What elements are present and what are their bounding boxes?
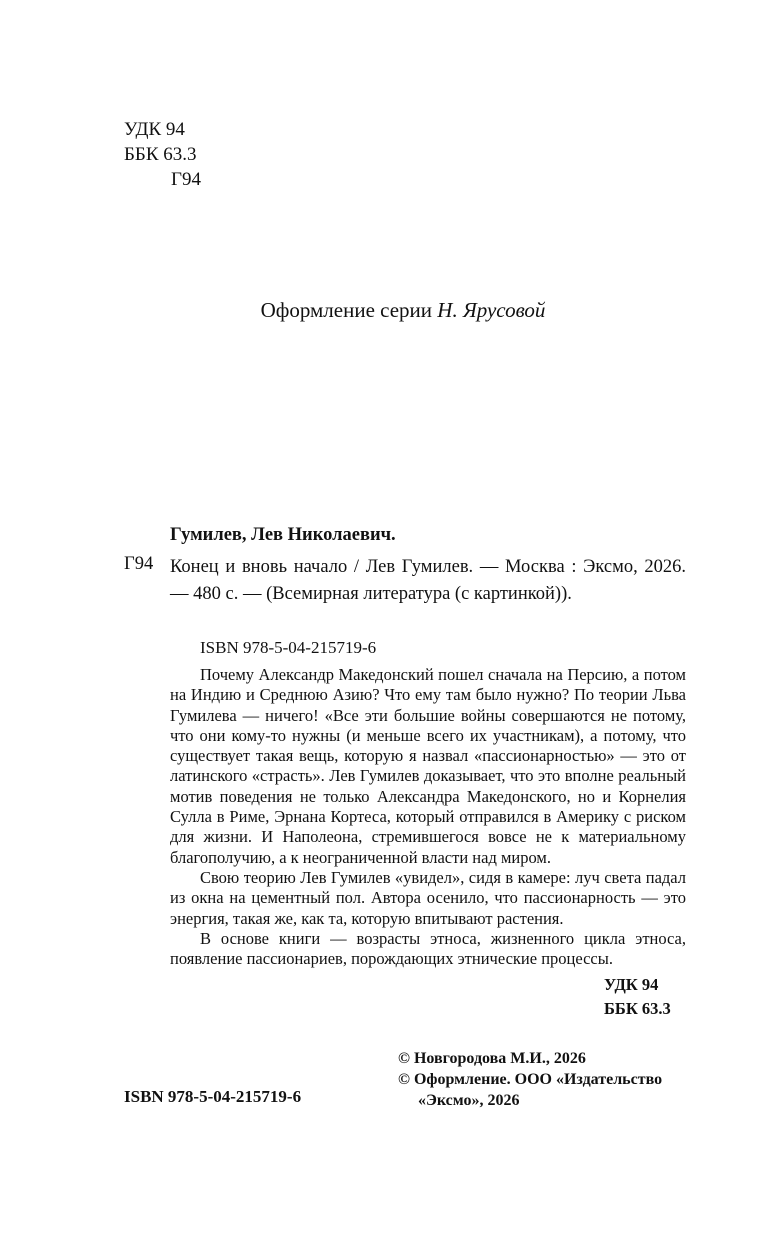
udk-code-bold: УДК 94 bbox=[604, 975, 659, 994]
series-designer: Н. Ярусовой bbox=[437, 298, 546, 322]
author-mark: Г94 bbox=[171, 169, 201, 190]
record-author: Гумилев, Лев Николаевич. bbox=[170, 525, 396, 545]
annotation-paragraph: В основе книги — возрасты этноса, жизненного цикла этноса, появление пассионариев, порождающих этнические процессы. bbox=[170, 928, 686, 969]
isbn-bottom: ISBN 978-5-04-215719-6 bbox=[124, 1087, 302, 1106]
copyright-block bbox=[398, 1048, 662, 1111]
annotation-paragraph: Свою теорию Лев Гумилев «увидел», сидя в камере: луч света падал из окна на цементный пол. Автора осенило, что пассионарность — это энергия, такая же, как та, которую впитывают растения. bbox=[170, 867, 686, 928]
annotation-paragraph: Почему Александр Македонский пошел сначала на Персию, а потом на Индию и Среднюю Азию? Что ему там было нужно? По теории Льва Гумилева — ничего! «Все эти большие войны совершаются не потому, что они кому-то нужны (и меньше всего их участникам), а потому, что существует такая вещь, которую я назвал «пассионарностью» — это от латинского «страсть». Лев Гумилев доказывает, что это вполне реальный мотив поведения не только Александра Македонского, но и Корнелия Сулла в Риме, Эрнана Кортеса, который отправился в Америку с риском для жизни. И Наполеона, стремившегося вовсе не к материальному благополучию, а к неограниченной власти над миром. bbox=[170, 665, 686, 867]
bbk-code: ББК 63.3 bbox=[124, 144, 197, 165]
annotation-codes bbox=[604, 973, 671, 1021]
copyright-publisher: «Эксмо», 2026 bbox=[418, 1092, 520, 1109]
copyright-design: © Оформление. ООО «Издательство bbox=[398, 1071, 663, 1088]
bbk-code-bold: ББК 63.3 bbox=[604, 999, 671, 1018]
annotation bbox=[170, 665, 686, 969]
series-prefix: Оформление серии bbox=[260, 298, 433, 322]
copyright-author: © Новгородова М.И., 2026 bbox=[398, 1050, 586, 1067]
classification-codes bbox=[124, 117, 201, 192]
series-design-credit bbox=[0, 298, 768, 323]
record-isbn: ISBN 978-5-04-215719-6 bbox=[200, 638, 377, 657]
bibliographic-description: Конец и вновь начало / Лев Гумилев. — Москва : Эксмо, 2026. — 480 с. — (Всемирная литература (с картинкой)). bbox=[170, 557, 686, 604]
record-code: Г94 bbox=[124, 554, 154, 574]
udk-code: УДК 94 bbox=[124, 119, 185, 140]
